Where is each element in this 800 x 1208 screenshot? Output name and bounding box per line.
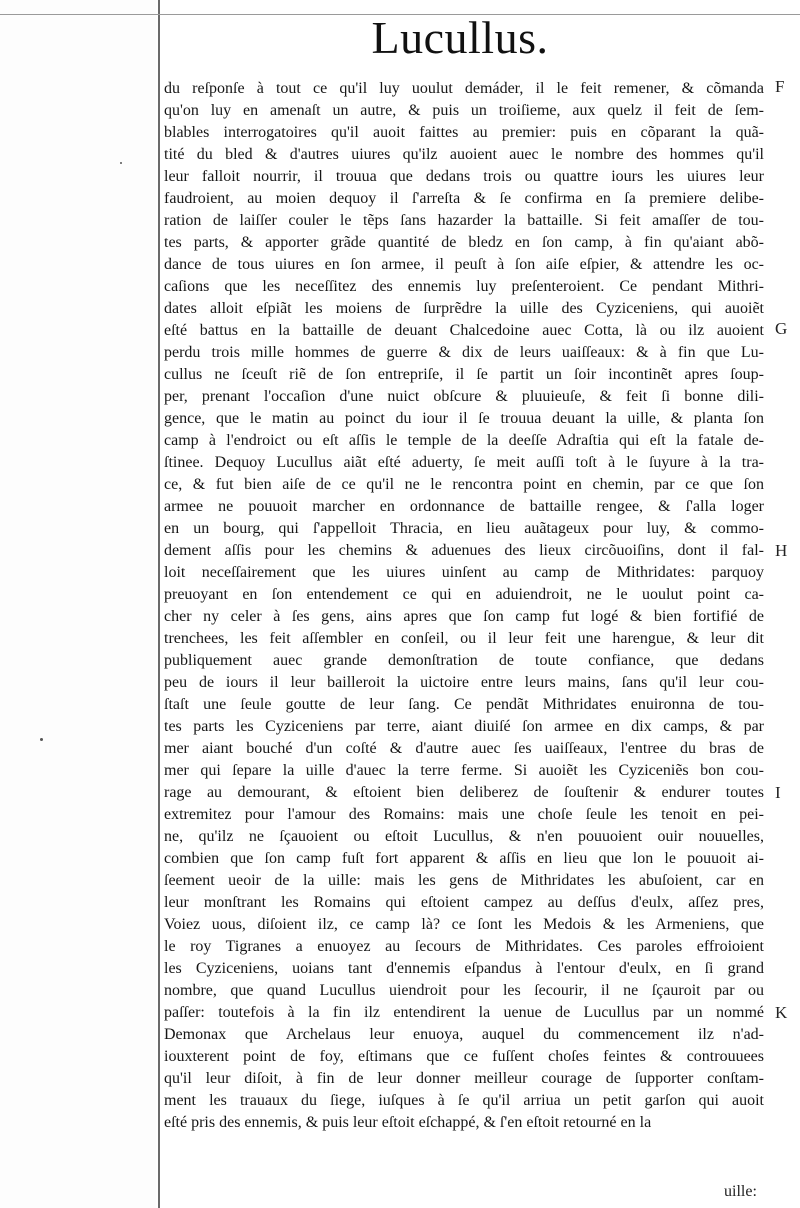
text-line: qu'on luy en amenaſt un autre, & puis un troiſieme, aux quelz il feit de ſem-	[164, 102, 764, 119]
text-line: dement aſſis pour les chemins & aduenues des lieux circõuoiſins, dont il fal-	[164, 542, 764, 559]
ink-speck	[120, 162, 122, 164]
text-line: publiquement auec grande demonſtration de toute confiance, que dedans	[164, 652, 764, 669]
text-line: mer aiant bouché d'un coſté & d'autre auec ſes uaiſſeaux, l'entree du bras de	[164, 740, 764, 757]
text-line: qu'il leur diſoit, à fin de leur donner meilleur courage de ſupporter conſtam-	[164, 1070, 764, 1087]
text-line: gence, que le matin au poinct du iour il ſe trouua deuant la uille, & planta ſon	[164, 410, 764, 427]
text-line: tes parts les Cyziceniens par terre, aiant diuiſé ſon armee en dix camps, & par	[164, 718, 764, 735]
gutter-line	[158, 0, 160, 1208]
text-line: per, prenant l'occaſion d'une nuict obſcure & pluuieuſe, & feit ſi bonne dili-	[164, 388, 764, 405]
text-line: eſté pris des ennemis, & puis leur eſtoit eſchappé, & ſ'en eſtoit retourné en la	[164, 1114, 652, 1131]
margin-letter-i: I	[775, 783, 781, 802]
text-line: Voiez uous, diſoient ilz, ce camp là? ce ſont les Medois & les Armeniens, que	[164, 916, 764, 933]
body-text	[164, 78, 764, 1134]
text-line: le roy Tigranes a enuoyez au ſecours de Mithridates. Ces paroles effroioient	[164, 938, 764, 955]
text-line: en un bourg, qui ſ'appelloit Thracia, en lieu auãtageux pour luy, & commo-	[164, 520, 764, 537]
text-line: peu de iours il leur bailleroit la uictoire entre leurs mains, ſans qu'il leur cou-	[164, 674, 764, 691]
text-line: caſions que les neceſſitez des ennemis luy preſenteroient. Ce pendant Mithri-	[164, 278, 764, 295]
text-line: paſſer: toutefois à la fin ilz entendirent la uenue de Lucullus par un nommé	[164, 1004, 764, 1021]
text-line: ſeement ueoir de la uille: mais les gens de Mithridates les abuſoient, car en	[164, 872, 764, 889]
text-line: nombre, que quand Lucullus uiendroit pour les ſecourir, il ne ſçauroit par ou	[164, 982, 764, 999]
text-line: ne, qu'ilz ne ſçauoient ou eſtoit Lucullus, & n'en pouuoient ouir nouuelles,	[164, 828, 764, 845]
text-line: faudroient, au moien dequoy il ſ'arreſta & ſe confirma en ſa premiere delibe-	[164, 190, 764, 207]
text-line: preuoyant en ſon entendement ce qui en aduiendroit, ne le uoulut point ca-	[164, 586, 764, 603]
text-line: leur falloit nourrir, il trouua que dedans trois ou quattre iours les uiures leur	[164, 168, 764, 185]
text-line: ce, & fut bien aiſe de ce qu'il ne le rencontra point en chemin, par ce que ſon	[164, 476, 764, 493]
text-line: extremitez pour l'amour des Romains: mais une choſe ſeule les tenoit en pei-	[164, 806, 764, 823]
text-line: ſtaſt une ſeule goutte de leur ſang. Ce pendãt Mithridates enuironna de tou-	[164, 696, 764, 713]
margin-letter-h: H	[775, 541, 788, 560]
text-line: perdu trois mille hommes de guerre & dix de leurs uaiſſeaux: & à fin que Lu-	[164, 344, 764, 361]
text-line: dates alloit eſpiãt les moiens de ſurprẽdre la uille des Cyziceniens, qui auoiẽt	[164, 300, 764, 317]
text-line: Demonax que Archelaus leur enuoya, auquel du commencement ilz n'ad-	[164, 1026, 764, 1043]
text-line: mer qui ſepare la uille d'auec la terre ferme. Si auoiẽt les Cyziceniẽs bon cou-	[164, 762, 764, 779]
catchword: uille:	[724, 1183, 757, 1200]
text-line: rage au demourant, & eſtoient bien deliberez de ſouſtenir & endurer toutes	[164, 784, 764, 801]
text-line: leur monſtrant les Romains qui eſtoient campez au deſſus d'eulx, aſſez pres,	[164, 894, 764, 911]
text-line: blables interrogatoires qu'il auoit faittes au premier: puis en cõparant la quã-	[164, 124, 764, 141]
text-line: tité du bled & d'autres uiures qu'ilz auoient auec le nombre des hommes qu'il	[164, 146, 764, 163]
text-line: loit neceſſairement que les uiures uinſent au camp de Mithridates: parquoy	[164, 564, 764, 581]
text-line: les Cyziceniens, uoians tant d'ennemis eſpandus à l'entour d'eulx, en ſi grand	[164, 960, 764, 977]
text-line: ſtinee. Dequoy Lucullus aiãt eſté aduerty, ſe meit auſſi toſt à le ſuyure à la tra-	[164, 454, 764, 471]
text-line: cullus ne ſceuſt riẽ de ſon entrepriſe, il ſe partit un ſoir incontinẽt apres ſoup-	[164, 366, 764, 383]
text-line: ment les trauaux du ſiege, iuſques à ſe qu'il arriua un petit garſon qui auoit	[164, 1092, 764, 1109]
text-line: tes parts, & apporter grãde quantité de bledz en ſon camp, à fin qu'aiant abõ-	[164, 234, 764, 251]
text-line: camp à l'endroict ou eſt aſſis le temple de la deeſſe Adraſtia qui eſt la fatale de-	[164, 432, 764, 449]
text-line: iouxterent point de foy, eſtimans que ce fuſſent choſes feintes & controuuees	[164, 1048, 764, 1065]
ink-speck	[40, 738, 43, 741]
text-line: trenchees, les feit aſſembler en conſeil, ou il leur feit une harengue, & leur dit	[164, 630, 764, 647]
running-head: Lucullus.	[371, 12, 549, 63]
text-line: ration de laiſſer couler le tẽps ſans hazarder la battaille. Si feit amaſſer de tou-	[164, 212, 764, 229]
text-line: eſté battus en la battaille de deuant Chalcedoine auec Cotta, là ou ilz auoient	[164, 322, 764, 339]
text-line: combien que ſon camp fuſt fort apparent & aſſis en lieu que lon le pouuoit ai-	[164, 850, 764, 867]
facing-page-edge	[0, 0, 156, 1208]
text-line: dance de tous uiures en ſon armee, il peuſt à ſon aiſe eſpier, & attendre les oc-	[164, 256, 764, 273]
text-line: armee ne pouuoit marcher en ordonnance de battaille rengee, & ſ'alla loger	[164, 498, 764, 515]
text-line: cher ny celer à ſes gens, ains apres que ſon camp fut logé & bien fortifié de	[164, 608, 764, 625]
margin-letter-f: F	[775, 77, 785, 96]
margin-letter-g: G	[775, 319, 788, 338]
text-line: du reſponſe à tout ce qu'il luy uoulut demáder, il le feit remener, & cõmanda	[164, 80, 764, 97]
margin-letter-k: K	[775, 1003, 788, 1022]
